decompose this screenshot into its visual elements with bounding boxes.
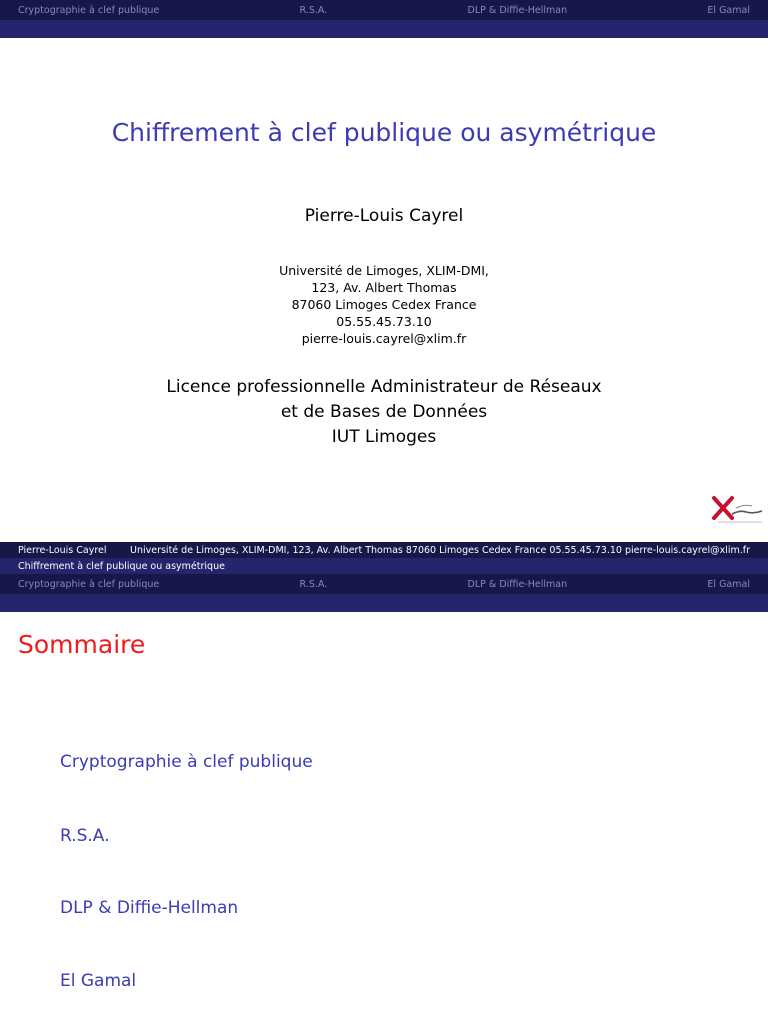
nav-item-cryptographie[interactable]: Cryptographie à clef publique (18, 578, 160, 590)
address-line: 05.55.45.73.10 (336, 314, 432, 329)
nav-item-elgamal[interactable]: El Gamal (707, 578, 750, 590)
address-line: 123, Av. Albert Thomas (311, 280, 457, 295)
top-navbar (0, 0, 768, 20)
sommaire-heading: Sommaire (18, 630, 146, 659)
toc-item-dlp[interactable]: DLP & Diffie-Hellman (60, 898, 239, 918)
nav-item-dlp[interactable]: DLP & Diffie-Hellman (467, 578, 568, 590)
footer-title: Chiffrement à clef publique ou asymétrique (18, 560, 225, 572)
header-stripe (0, 20, 768, 38)
toc-item-elgamal[interactable]: El Gamal (60, 971, 137, 991)
nav-item-rsa[interactable]: R.S.A. (299, 578, 328, 590)
toc-item-rsa[interactable]: R.S.A. (60, 826, 110, 846)
toc-item-cryptographie[interactable]: Cryptographie à clef publique (60, 752, 313, 772)
nav-item-cryptographie[interactable]: Cryptographie à clef publique (18, 4, 160, 16)
licence-line: Licence professionnelle Administrateur de Réseaux (166, 377, 602, 397)
footer-author: Pierre-Louis Cayrel (18, 544, 107, 556)
author-name: Pierre-Louis Cayrel (304, 206, 464, 226)
nav-item-elgamal[interactable]: El Gamal (707, 4, 750, 16)
slide-title: Chiffrement à clef publique ou asymétrique (111, 118, 657, 147)
licence-line: IUT Limoges (331, 427, 437, 447)
xlim-logo (710, 492, 768, 526)
licence-block (0, 375, 768, 450)
address-line: 87060 Limoges Cedex France (291, 297, 477, 312)
header-stripe-slide2 (0, 594, 768, 612)
top-navbar-slide2 (0, 574, 768, 594)
address-line: Université de Limoges, XLIM-DMI, (279, 263, 489, 278)
nav-item-dlp[interactable]: DLP & Diffie-Hellman (467, 4, 568, 16)
nav-item-rsa[interactable]: R.S.A. (299, 4, 328, 16)
footer-info-row (0, 542, 768, 558)
author-address (0, 262, 768, 347)
email-line: pierre-louis.cayrel@xlim.fr (301, 331, 467, 346)
footer-institution: Université de Limoges, XLIM-DMI, 123, Av. Albert Thomas 87060 Limoges Cedex France 05.55.45.73.10 pierre-louis.cayrel@xlim.fr (130, 544, 751, 556)
licence-line: et de Bases de Données (280, 402, 488, 422)
footer-title-row (0, 558, 768, 574)
